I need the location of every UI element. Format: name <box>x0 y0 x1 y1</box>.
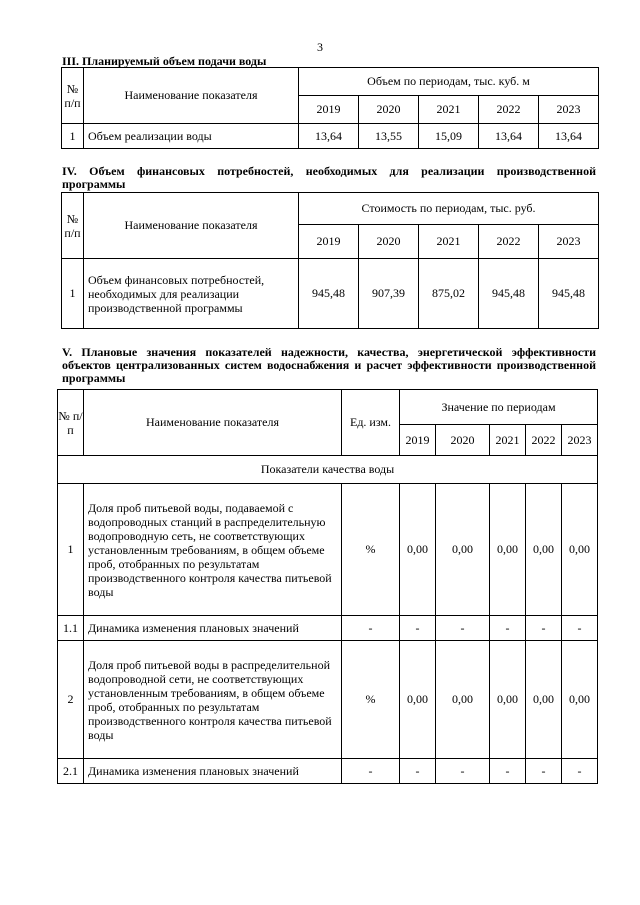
value-cell: 0,00 <box>400 484 436 616</box>
value-cell: 15,09 <box>419 124 479 149</box>
value-cell: 13,55 <box>359 124 419 149</box>
header-name: Наименование показателя <box>84 68 299 124</box>
row-name: Динамика изменения плановых значений <box>84 616 342 641</box>
year-header: 2022 <box>479 96 539 124</box>
row-unit: - <box>342 616 400 641</box>
section-4-table <box>61 192 599 329</box>
table-row <box>58 616 598 641</box>
header-group: Значение по периодам <box>400 390 598 425</box>
value-cell: 0,00 <box>526 641 562 759</box>
value-cell: - <box>436 759 490 784</box>
row-unit: % <box>342 484 400 616</box>
year-header: 2023 <box>562 425 598 456</box>
value-cell: 945,48 <box>539 259 599 329</box>
header-name: Наименование показателя <box>84 390 342 456</box>
year-header: 2019 <box>299 225 359 259</box>
value-cell: - <box>526 759 562 784</box>
value-cell: 945,48 <box>299 259 359 329</box>
header-group: Объем по периодам, тыс. куб. м <box>299 68 599 96</box>
year-header: 2019 <box>299 96 359 124</box>
table-row <box>62 259 599 329</box>
value-cell: - <box>562 759 598 784</box>
row-name: Доля проб питьевой воды, подаваемой с водопроводных станций в распределительную водопроводную сеть, не соответствующих установленным требованиям, в общем объеме проб, отобранных по результатам производственного контроля качества питьевой воды <box>84 484 342 616</box>
value-cell: 0,00 <box>526 484 562 616</box>
row-num: 1.1 <box>58 616 84 641</box>
year-header: 2020 <box>436 425 490 456</box>
header-num: № п/п <box>58 390 84 456</box>
row-name: Объем реализации воды <box>84 124 299 149</box>
value-cell: 945,48 <box>479 259 539 329</box>
header-num: № п/п <box>62 193 84 259</box>
year-header: 2020 <box>359 225 419 259</box>
page-number: 3 <box>317 40 323 54</box>
table-row <box>62 124 599 149</box>
year-header: 2021 <box>490 425 526 456</box>
year-header: 2021 <box>419 96 479 124</box>
value-cell: 13,64 <box>539 124 599 149</box>
section-5-heading: V. Плановые значения показателей надежности, качества, энергетической эффективности объектов централизованных систем водоснабжения и расчет эффективности производственной программы <box>62 345 596 385</box>
row-num: 2.1 <box>58 759 84 784</box>
header-name: Наименование показателя <box>84 193 299 259</box>
value-cell: 0,00 <box>562 484 598 616</box>
year-header: 2023 <box>539 225 599 259</box>
year-header: 2022 <box>526 425 562 456</box>
year-header: 2020 <box>359 96 419 124</box>
row-num: 2 <box>58 641 84 759</box>
value-cell: 0,00 <box>562 641 598 759</box>
value-cell: 0,00 <box>490 484 526 616</box>
row-name: Доля проб питьевой воды в распределительной водопроводной сети, не соответствующих установленным требованиям, в общем объеме проб, отобранных по результатам производственного контроля качества питьевой воды <box>84 641 342 759</box>
value-cell: - <box>562 616 598 641</box>
table-row <box>58 641 598 759</box>
year-header: 2023 <box>539 96 599 124</box>
year-header: 2022 <box>479 225 539 259</box>
section-3-table <box>61 67 599 149</box>
section-row: Показатели качества воды <box>58 456 598 484</box>
value-cell: - <box>400 759 436 784</box>
value-cell: 0,00 <box>400 641 436 759</box>
section-4-heading: IV. Объем финансовых потребностей, необходимых для реализации производственной программы <box>62 164 596 191</box>
row-unit: % <box>342 641 400 759</box>
section-3-heading: III. Планируемый объем подачи воды <box>62 54 267 68</box>
value-cell: 0,00 <box>436 641 490 759</box>
value-cell: 0,00 <box>436 484 490 616</box>
table-row <box>58 484 598 616</box>
header-unit: Ед. изм. <box>342 390 400 456</box>
row-num: 1 <box>62 124 84 149</box>
value-cell: 13,64 <box>479 124 539 149</box>
value-cell: - <box>436 616 490 641</box>
value-cell: 0,00 <box>490 641 526 759</box>
value-cell: - <box>400 616 436 641</box>
header-num: № п/п <box>62 68 84 124</box>
row-num: 1 <box>62 259 84 329</box>
value-cell: 907,39 <box>359 259 419 329</box>
value-cell: - <box>526 616 562 641</box>
value-cell: - <box>490 616 526 641</box>
row-unit: - <box>342 759 400 784</box>
header-group: Стоимость по периодам, тыс. руб. <box>299 193 599 225</box>
year-header: 2021 <box>419 225 479 259</box>
table-row <box>58 759 598 784</box>
value-cell: 13,64 <box>299 124 359 149</box>
value-cell: 875,02 <box>419 259 479 329</box>
value-cell: - <box>490 759 526 784</box>
row-num: 1 <box>58 484 84 616</box>
section-5-table <box>57 389 598 784</box>
year-header: 2019 <box>400 425 436 456</box>
row-name: Динамика изменения плановых значений <box>84 759 342 784</box>
row-name: Объем финансовых потребностей, необходимых для реализации производственной программы <box>84 259 299 329</box>
